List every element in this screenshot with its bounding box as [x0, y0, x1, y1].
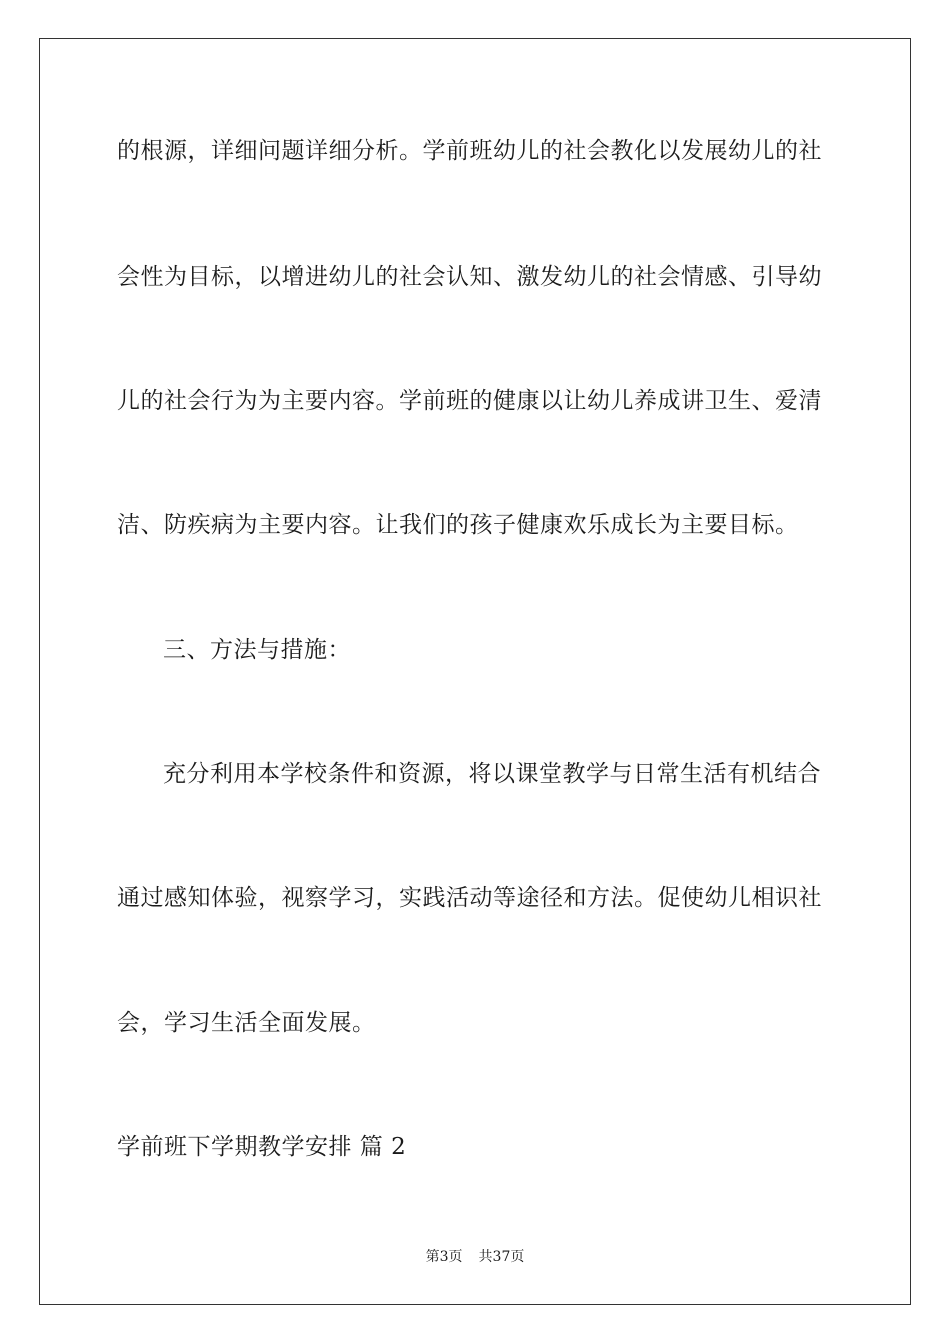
page-border	[39, 38, 911, 1305]
paragraph-line: 儿的社会行为为主要内容。学前班的健康以让幼儿养成讲卫生、爱清	[117, 388, 822, 414]
paragraph-line: 的根源，详细问题详细分析。学前班幼儿的社会教化以发展幼儿的社	[117, 138, 822, 164]
paragraph-line: 充分利用本学校条件和资源，将以课堂教学与日常生活有机结合	[163, 761, 821, 787]
page-total: 共37页	[478, 1249, 525, 1265]
paragraph-line: 会，学习生活全面发展。	[117, 1010, 376, 1036]
paragraph-line: 会性为目标，以增进幼儿的社会认知、激发幼儿的社会情感、引导幼	[117, 264, 822, 290]
page-footer	[0, 1247, 950, 1267]
section-heading: 学前班下学期教学安排 篇 2	[117, 1134, 407, 1160]
page-number: 第3页	[425, 1249, 463, 1265]
paragraph-line: 通过感知体验，视察学习，实践活动等途径和方法。促使幼儿相识社	[117, 885, 822, 911]
paragraph-line: 洁、防疾病为主要内容。让我们的孩子健康欢乐成长为主要目标。	[117, 512, 799, 538]
section-subheading: 三、方法与措施：	[163, 637, 351, 663]
